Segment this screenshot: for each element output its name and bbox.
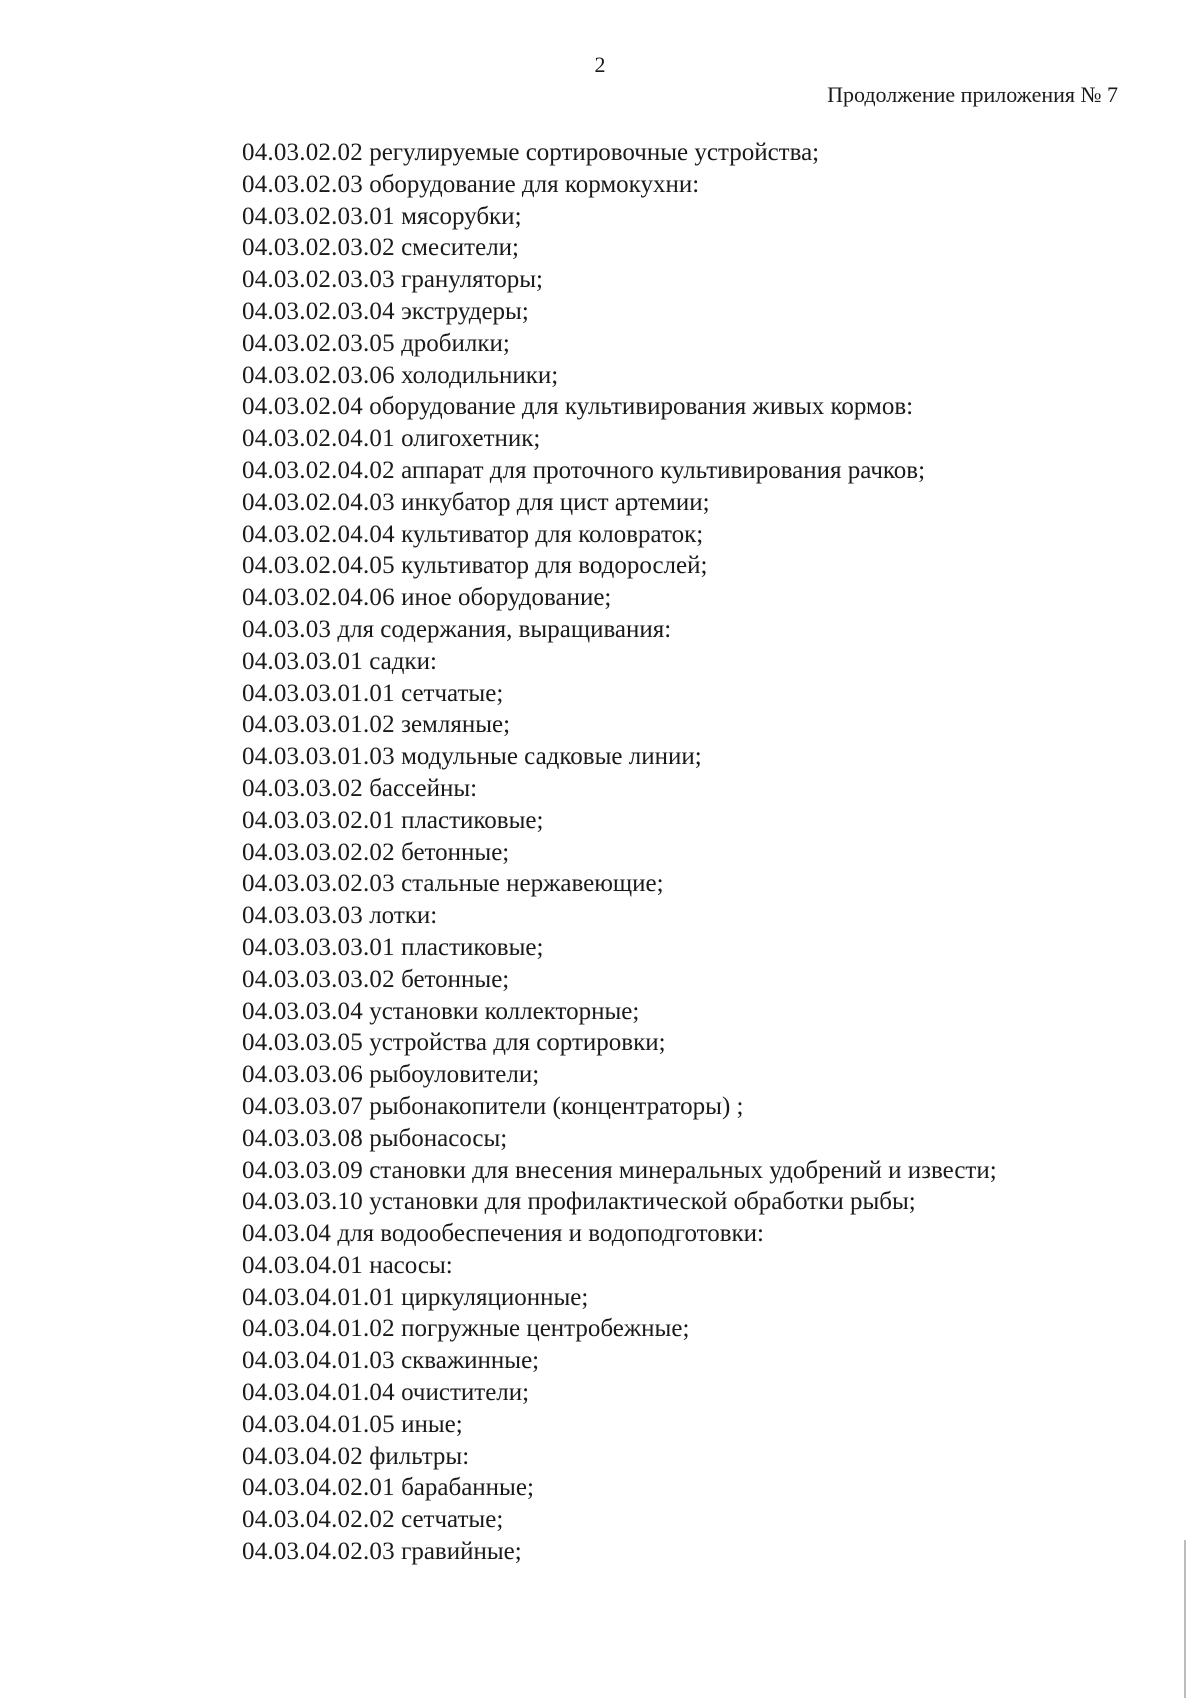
list-item bbox=[242, 1218, 1122, 1250]
item-code: 04.03.04.02 bbox=[242, 1442, 363, 1470]
item-text: гравийные; bbox=[401, 1538, 522, 1566]
item-code: 04.03.03.06 bbox=[242, 1061, 363, 1089]
item-text: регулируемые сортировочные устройства; bbox=[369, 139, 820, 166]
item-text: бетонные; bbox=[401, 838, 510, 866]
item-text: для содержания, выращивания: bbox=[337, 615, 672, 643]
list-item bbox=[242, 1504, 1122, 1536]
list-item bbox=[242, 1313, 1122, 1345]
item-code: 04.03.02.04 bbox=[242, 393, 363, 421]
item-text: пластиковые; bbox=[401, 806, 544, 834]
item-code: 04.03.04.01.05 bbox=[242, 1410, 395, 1438]
list-item bbox=[242, 423, 1122, 455]
item-code: 04.03.04.02.03 bbox=[242, 1538, 395, 1566]
list-item bbox=[242, 201, 1122, 233]
item-code: 04.03.04.01.01 bbox=[242, 1283, 395, 1311]
list-item bbox=[242, 996, 1122, 1028]
item-text: бетонные; bbox=[401, 965, 510, 993]
list-item bbox=[242, 1027, 1122, 1059]
item-text: для водообеспечения и водоподготовки: bbox=[337, 1220, 764, 1248]
item-text: циркуляционные; bbox=[401, 1283, 589, 1311]
item-code: 04.03.02.04.04 bbox=[242, 520, 395, 548]
list-item bbox=[242, 1472, 1122, 1504]
item-text: грануляторы; bbox=[401, 266, 544, 294]
item-code: 04.03.03.03.01 bbox=[242, 933, 395, 961]
item-text: лотки: bbox=[369, 902, 438, 930]
item-text: садки: bbox=[369, 647, 437, 675]
item-code: 04.03.02.03 bbox=[242, 170, 363, 198]
item-text: иные; bbox=[401, 1410, 463, 1438]
list-item bbox=[242, 1282, 1122, 1314]
item-text: становки для внесения минеральных удобрений и извести; bbox=[369, 1156, 997, 1184]
list-item bbox=[242, 678, 1122, 710]
item-code: 04.03.03.02.02 bbox=[242, 838, 395, 866]
item-text: оборудование для культивирования живых кормов: bbox=[369, 393, 914, 421]
list-item bbox=[242, 1345, 1122, 1377]
item-code: 04.03.02.02 bbox=[242, 139, 363, 166]
list-item bbox=[242, 1409, 1122, 1441]
item-code: 04.03.03.01.01 bbox=[242, 679, 395, 707]
item-text: холодильники; bbox=[401, 361, 559, 389]
item-code: 04.03.03.02 bbox=[242, 774, 363, 802]
list-item bbox=[242, 1186, 1122, 1218]
item-text: сетчатые; bbox=[401, 679, 504, 707]
item-code: 04.03.03.07 bbox=[242, 1092, 363, 1120]
list-item bbox=[242, 837, 1122, 869]
item-code: 04.03.03 bbox=[242, 615, 332, 643]
item-text: смесители; bbox=[401, 234, 519, 262]
item-code: 04.03.03.08 bbox=[242, 1124, 363, 1152]
item-code: 04.03.04.01 bbox=[242, 1251, 363, 1279]
item-text: пластиковые; bbox=[401, 933, 544, 961]
list-item bbox=[242, 582, 1122, 614]
item-text: рыбонакопители (концентраторы) ; bbox=[369, 1092, 744, 1120]
item-text: земляные; bbox=[401, 711, 511, 739]
item-code: 04.03.02.04.06 bbox=[242, 584, 395, 612]
item-text: сетчатые; bbox=[401, 1506, 504, 1534]
item-code: 04.03.02.04.01 bbox=[242, 425, 395, 453]
list-item bbox=[242, 932, 1122, 964]
list-item bbox=[242, 709, 1122, 741]
item-code: 04.03.04.02.01 bbox=[242, 1474, 395, 1502]
item-code: 04.03.04 bbox=[242, 1220, 332, 1248]
list-item bbox=[242, 646, 1122, 678]
list-item bbox=[242, 1377, 1122, 1409]
list-item bbox=[242, 169, 1122, 201]
item-code: 04.03.02.03.03 bbox=[242, 266, 395, 294]
classification-list bbox=[242, 137, 1122, 1568]
list-item bbox=[242, 296, 1122, 328]
list-item bbox=[242, 137, 1122, 169]
list-item bbox=[242, 614, 1122, 646]
item-text: культиватор для водорослей; bbox=[401, 552, 708, 580]
item-code: 04.03.03.01 bbox=[242, 647, 363, 675]
list-item bbox=[242, 1250, 1122, 1282]
item-text: фильтры: bbox=[369, 1442, 470, 1470]
item-text: бассейны: bbox=[369, 774, 478, 802]
item-code: 04.03.03.03.02 bbox=[242, 965, 395, 993]
item-text: стальные нержавеющие; bbox=[401, 870, 664, 898]
item-text: культиватор для коловраток; bbox=[401, 520, 704, 548]
item-code: 04.03.03.03 bbox=[242, 902, 363, 930]
item-text: мясорубки; bbox=[401, 202, 522, 230]
list-item bbox=[242, 487, 1122, 519]
item-code: 04.03.02.04.03 bbox=[242, 488, 395, 516]
item-code: 04.03.03.10 bbox=[242, 1188, 363, 1216]
item-text: очистители; bbox=[401, 1379, 530, 1407]
page-number: 2 bbox=[594, 52, 606, 77]
item-code: 04.03.03.01.02 bbox=[242, 711, 395, 739]
continuation-label: Продолжение приложения № 7 bbox=[827, 82, 1118, 107]
item-text: экструдеры; bbox=[401, 297, 529, 325]
item-code: 04.03.03.02.01 bbox=[242, 806, 395, 834]
list-item bbox=[242, 519, 1122, 551]
list-item bbox=[242, 391, 1122, 423]
item-code: 04.03.04.02.02 bbox=[242, 1506, 395, 1534]
list-item bbox=[242, 1091, 1122, 1123]
list-item bbox=[242, 964, 1122, 996]
item-code: 04.03.02.04.05 bbox=[242, 552, 395, 580]
list-item bbox=[242, 1536, 1122, 1568]
item-code: 04.03.02.03.01 bbox=[242, 202, 395, 230]
item-code: 04.03.02.04.02 bbox=[242, 456, 395, 484]
list-item bbox=[242, 1441, 1122, 1473]
item-text: барабанные; bbox=[401, 1474, 534, 1502]
list-item bbox=[242, 1155, 1122, 1187]
item-code: 04.03.03.05 bbox=[242, 1029, 363, 1057]
item-text: погружные центробежные; bbox=[401, 1315, 690, 1343]
item-code: 04.03.02.03.05 bbox=[242, 329, 395, 357]
item-text: аппарат для проточного культивирования рачков; bbox=[401, 456, 926, 484]
scan-edge-line bbox=[1184, 1540, 1186, 1698]
list-item bbox=[242, 868, 1122, 900]
item-text: иное оборудование; bbox=[401, 584, 612, 612]
item-code: 04.03.04.01.02 bbox=[242, 1315, 395, 1343]
item-code: 04.03.03.01.03 bbox=[242, 743, 395, 771]
list-item bbox=[242, 773, 1122, 805]
item-text: модульные садковые линии; bbox=[401, 743, 702, 771]
item-code: 04.03.03.02.03 bbox=[242, 870, 395, 898]
item-text: олигохетник; bbox=[401, 425, 541, 453]
list-item bbox=[242, 232, 1122, 264]
item-code: 04.03.02.03.02 bbox=[242, 234, 395, 262]
item-code: 04.03.03.09 bbox=[242, 1156, 363, 1184]
item-code: 04.03.04.01.03 bbox=[242, 1347, 395, 1375]
list-item bbox=[242, 1123, 1122, 1155]
list-item bbox=[242, 455, 1122, 487]
item-code: 04.03.02.03.04 bbox=[242, 297, 395, 325]
list-item bbox=[242, 1059, 1122, 1091]
list-item bbox=[242, 360, 1122, 392]
item-text: дробилки; bbox=[401, 329, 510, 357]
item-text: скважинные; bbox=[401, 1347, 540, 1375]
list-item bbox=[242, 900, 1122, 932]
item-code: 04.03.04.01.04 bbox=[242, 1379, 395, 1407]
item-text: инкубатор для цист артемии; bbox=[401, 488, 710, 516]
list-item bbox=[242, 264, 1122, 296]
list-item bbox=[242, 741, 1122, 773]
item-text: установки для профилактической обработки рыбы; bbox=[369, 1188, 916, 1216]
item-code: 04.03.03.04 bbox=[242, 997, 363, 1025]
item-text: рыбоуловители; bbox=[369, 1061, 540, 1089]
item-code: 04.03.02.03.06 bbox=[242, 361, 395, 389]
item-text: рыбонасосы; bbox=[369, 1124, 508, 1152]
item-text: установки коллекторные; bbox=[369, 997, 640, 1025]
item-text: оборудование для кормокухни: bbox=[369, 170, 700, 198]
item-text: устройства для сортировки; bbox=[369, 1029, 666, 1057]
list-item bbox=[242, 550, 1122, 582]
list-item bbox=[242, 805, 1122, 837]
list-item bbox=[242, 328, 1122, 360]
item-text: насосы: bbox=[369, 1251, 453, 1279]
